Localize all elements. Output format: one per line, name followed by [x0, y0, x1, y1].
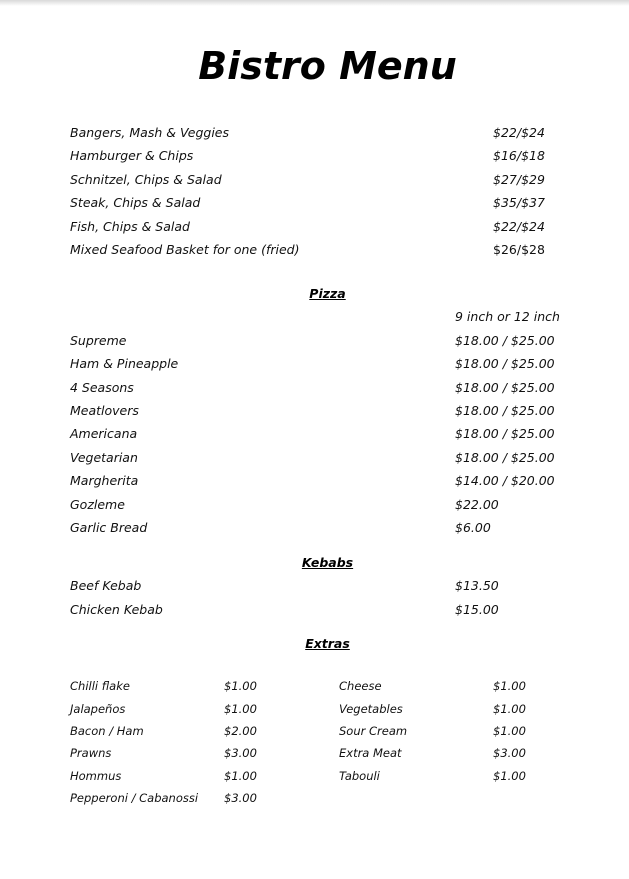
item-name: Gozleme: [70, 497, 125, 512]
extra-item-price: $1.00: [493, 679, 526, 693]
extra-item-name: Tabouli: [339, 769, 380, 783]
extra-item-price: $1.00: [493, 702, 526, 716]
kebab-item: [70, 602, 590, 620]
item-price: $15.00: [455, 602, 499, 617]
extra-item-price: $1.00: [224, 769, 257, 783]
extra-item-price: $3.00: [224, 746, 257, 760]
extra-item-name: Pepperoni / Cabanossi: [70, 791, 199, 805]
item-price: $18.00 / $25.00: [455, 333, 555, 348]
item-price: $22/$24: [493, 125, 545, 140]
item-name: Americana: [70, 426, 138, 441]
item-name: Chicken Kebab: [70, 602, 163, 617]
menu-title: Bistro Menu: [198, 44, 457, 88]
extra-item-name: Jalapeños: [70, 702, 126, 716]
item-price: $35/$37: [493, 195, 545, 210]
menu-item: [70, 242, 590, 260]
item-name: Meatlovers: [70, 403, 139, 418]
pizza-size-note: 9 inch or 12 inch: [455, 309, 560, 324]
item-name: Steak, Chips & Salad: [70, 195, 201, 210]
item-name: Margherita: [70, 473, 139, 488]
section-heading-kebabs: Kebabs: [301, 555, 354, 570]
menu-item: [70, 125, 590, 143]
kebab-item: [70, 578, 590, 596]
item-price: $22.00: [455, 497, 499, 512]
extra-item-name: Chilli flake: [70, 679, 130, 693]
menu-item: [70, 219, 590, 237]
item-name: Supreme: [70, 333, 127, 348]
item-price: $16/$18: [493, 148, 545, 163]
item-price: $18.00 / $25.00: [455, 426, 555, 441]
extra-item-name: Hommus: [70, 769, 122, 783]
item-price: $18.00 / $25.00: [455, 356, 555, 371]
extra-item-price: $1.00: [224, 702, 257, 716]
viewer-top-shadow: [0, 0, 629, 6]
item-name: 4 Seasons: [70, 380, 134, 395]
extra-item-price: $1.00: [493, 769, 526, 783]
extra-item-name: Extra Meat: [339, 746, 402, 760]
item-name: Schnitzel, Chips & Salad: [70, 172, 222, 187]
extra-item-name: Sour Cream: [339, 724, 408, 738]
extra-item-price: $1.00: [224, 679, 257, 693]
pizza-item: [70, 380, 590, 398]
item-price: $18.00 / $25.00: [455, 380, 555, 395]
pizza-item: [70, 426, 590, 444]
section-heading-pizza: Pizza: [309, 286, 346, 301]
item-price: $6.00: [455, 520, 491, 535]
extra-item-name: Vegetables: [339, 702, 403, 716]
item-name: Beef Kebab: [70, 578, 142, 593]
pizza-item: [70, 403, 590, 421]
item-name: Ham & Pineapple: [70, 356, 179, 371]
pizza-item: [70, 356, 590, 374]
item-price: $27/$29: [493, 172, 545, 187]
item-price: $18.00 / $25.00: [455, 403, 555, 418]
pizza-item: [70, 520, 590, 538]
pizza-item: [70, 473, 590, 491]
item-price: $14.00 / $20.00: [455, 473, 555, 488]
extra-item-name: Prawns: [70, 746, 112, 760]
section-heading-extras: Extras: [305, 636, 350, 651]
item-name: Vegetarian: [70, 450, 138, 465]
item-name: Bangers, Mash & Veggies: [70, 125, 230, 140]
item-name: Hamburger & Chips: [70, 148, 194, 163]
extra-item-name: Cheese: [339, 679, 382, 693]
item-price: $18.00 / $25.00: [455, 450, 555, 465]
item-name: Fish, Chips & Salad: [70, 219, 190, 234]
item-price: $22/$24: [493, 219, 545, 234]
menu-item: [70, 148, 590, 166]
extra-item-price: $1.00: [493, 724, 526, 738]
menu-item: [70, 172, 590, 190]
extra-item-price: $3.00: [493, 746, 526, 760]
pizza-item: [70, 333, 590, 351]
extra-item-price: $2.00: [224, 724, 257, 738]
pizza-item: [70, 497, 590, 515]
item-name: Mixed Seafood Basket for one (fried): [70, 242, 300, 257]
extra-item-price: $3.00: [224, 791, 257, 805]
item-price: $26/$28: [493, 242, 545, 257]
pizza-item: [70, 450, 590, 468]
extra-item-name: Bacon / Ham: [70, 724, 144, 738]
menu-item: [70, 195, 590, 213]
item-price: $13.50: [455, 578, 499, 593]
item-name: Garlic Bread: [70, 520, 148, 535]
